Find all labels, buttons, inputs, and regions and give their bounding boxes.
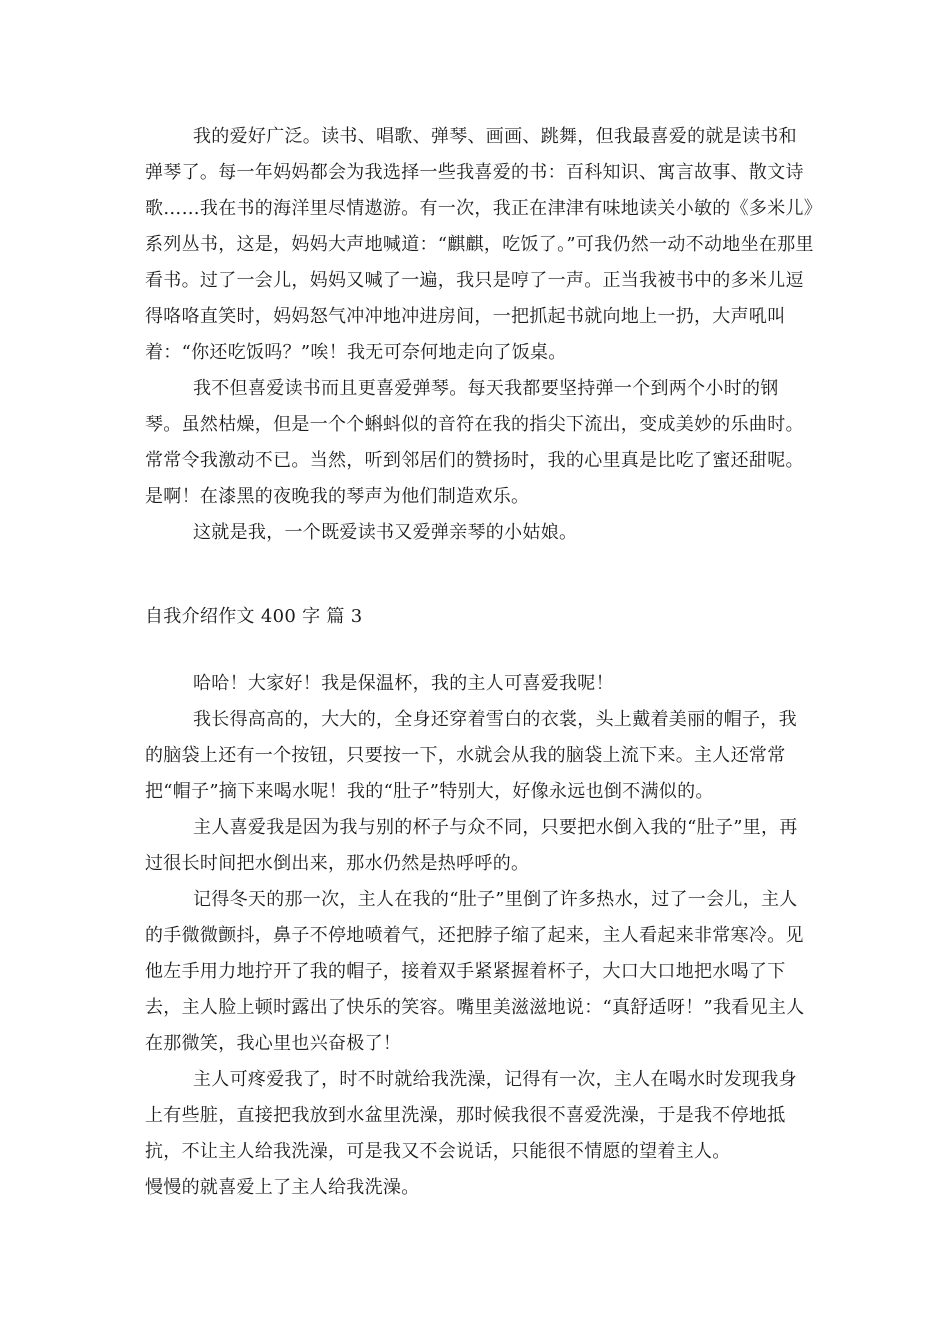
paragraph: 我长得高高的，大大的，全身还穿着雪白的衣裳，头上戴着美丽的帽子，我的脑袋上还有一个按钮，只要按一下，水就会从我的脑袋上流下来。主人还常常把“帽子”摘下来喝水呢！我的“肚子”特别大，好像永远也倒不满似的。 (145, 709, 797, 802)
paragraph: 我不但喜爱读书而且更喜爱弹琴。每天我都要坚持弹一个到两个小时的钢琴。虽然枯燥，但是一个个蝌蚪似的音符在我的指尖下流出，变成美妙的乐曲时。常常令我激动不已。当然，听到邻居们的赞扬时，我的心里真是比吃了蜜还甜呢。是啊！在漆黑的夜晚我的琴声为他们制造欢乐。 (145, 378, 804, 507)
paragraph: 这就是我，一个既爱读书又爱弹亲琴的小姑娘。 (193, 522, 578, 543)
paragraph: 哈哈！大家好！我是保温杯，我的主人可喜爱我呢！ (193, 673, 614, 694)
essay-body-part1 (145, 119, 815, 551)
paragraph: 主人可疼爱我了，时不时就给我洗澡，记得有一次，主人在喝水时发现我身上有些脏，直接把我放到水盆里洗澡，那时候我很不喜爱洗澡，于是我不停地抵抗，不让主人给我洗澡，可是我又不会说话，只能很不情愿的望着主人。 (145, 1069, 797, 1162)
section-heading: 自我介绍作文 400 字 篇 3 (145, 606, 363, 627)
essay-body-part2 (145, 666, 815, 1206)
paragraph: 主人喜爱我是因为我与别的杯子与众不同，只要把水倒入我的“肚子”里，再过很长时间把水倒出来，那水仍然是热呼呼的。 (145, 817, 798, 874)
paragraph: 我的爱好广泛。读书、唱歌、弹琴、画画、跳舞，但我最喜爱的就是读书和弹琴了。每一年妈妈都会为我选择一些我喜爱的书：百科知识、寓言故事、散文诗歌……我在书的海洋里尽情遨游。有一次，我正在津津有味地读关小敏的《多米儿》系列丛书，这是，妈妈大声地喊道：“麒麒，吃饭了。”可我仍然一动不动地坐在那里看书。过了一会儿，妈妈又喊了一遍，我只是哼了一声。正当我被书中的多米儿逗得咯咯直笑时，妈妈怒气冲冲地冲进房间，一把抓起书就向地上一扔，大声吼叫着：“你还吃饭吗？”唉！我无可奈何地走向了饭桌。 (145, 126, 814, 363)
paragraph: 慢慢的就喜爱上了主人给我洗澡。 (145, 1177, 420, 1198)
paragraph: 记得冬天的那一次，主人在我的“肚子”里倒了许多热水，过了一会儿，主人的手微微颤抖，鼻子不停地喷着气，还把脖子缩了起来，主人看起来非常寒冷。见他左手用力地拧开了我的帽子，接着双手紧紧握着杯子，大口大口地把水喝了下去，主人脸上顿时露出了快乐的笑容。嘴里美滋滋地说：“真舒适呀！”我看见主人在那微笑，我心里也兴奋极了！ (145, 889, 805, 1054)
